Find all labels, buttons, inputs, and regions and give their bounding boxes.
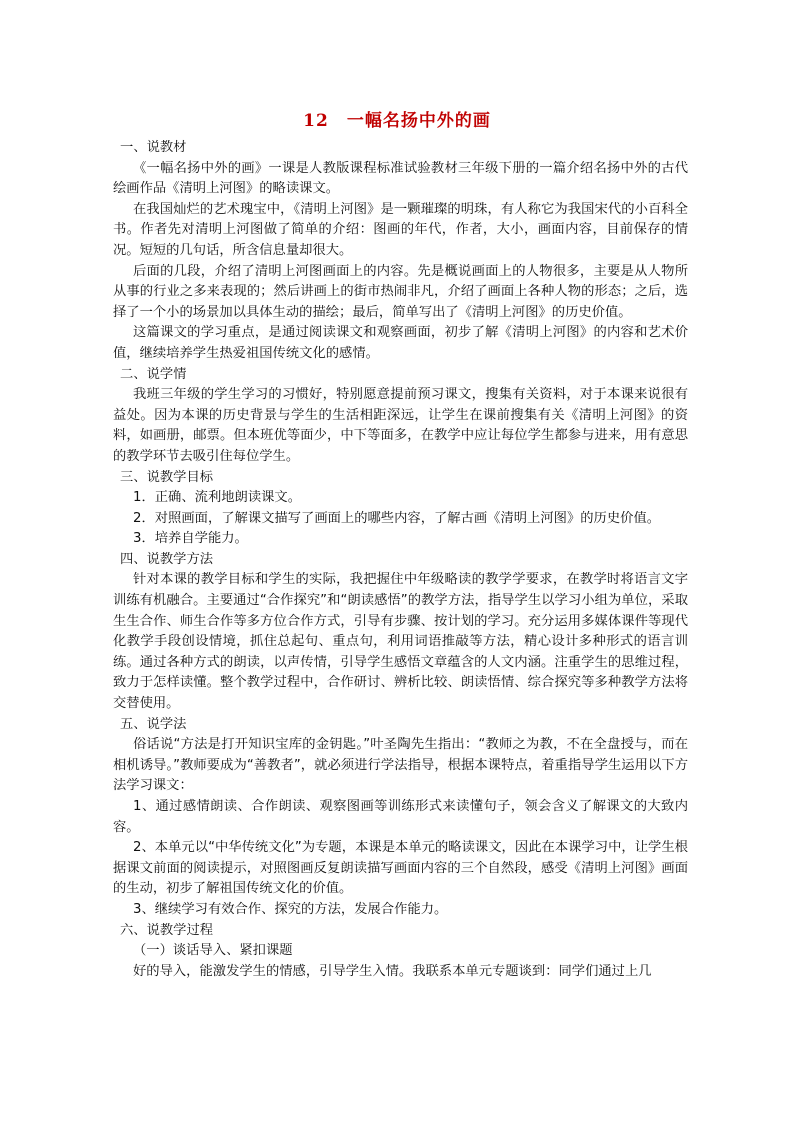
section-heading-student-analysis: 二、说学情 (120, 366, 187, 382)
paragraph: 3、继续学习有效合作、探究的方法，发展合作能力。 (133, 901, 448, 917)
section-heading-teaching-process: 六、说教学过程 (120, 922, 214, 938)
section-heading-teaching-material: 一、说教材 (120, 140, 187, 155)
section-heading-teaching-methods: 四、说教学方法 (120, 551, 214, 567)
document-body (113, 138, 688, 982)
document-title: 12 一幅名扬中外的画 (303, 111, 491, 131)
section-heading-learning-methods: 五、说学法 (120, 716, 187, 732)
paragraph: 1、通过感情朗读、合作朗读、观察图画等训练形式来读懂句子，领会含义了解课文的大致内容。 (113, 799, 688, 835)
paragraph: 《一幅名扬中外的画》一课是人教版课程标准试验教材三年级下册的一篇介绍名扬中外的古代绘画作品《清明上河图》的略读课文。 (113, 160, 688, 197)
paragraph: 后面的几段，介绍了清明上河图画面上的内容。先是概说画面上的人物很多，主要是从人物所从事的行业之多来表现的；然后讲画上的街市热闹非凡，介绍了画面上各种人物的形态；之后，选择了一个小的场景加以具体生动的描绘；最后，简单写出了《清明上河图》的历史价值。 (113, 263, 688, 320)
paragraph: 俗话说“方法是打开知识宝库的金钥匙。”叶圣陶先生指出：“教师之为教，不在全盘授与，而在相机诱导。”教师要成为“善教者”，就必须进行学法指导，根据本课特点，着重指导学生运用以下方法学习课文： (113, 737, 688, 794)
subsection-heading: （一）谈话导入、紧扣课题 (133, 943, 293, 959)
list-item: 3．培养自学能力。 (133, 531, 248, 547)
paragraph: 这篇课文的学习重点，是通过阅读课文和观察画面，初步了解《清明上河图》的内容和艺术价值，继续培养学生热爱祖国传统文化的感情。 (113, 325, 688, 361)
paragraph: 好的导入，能激发学生的情感，引导学生入情。我联系本单元专题谈到：同学们通过上几 (133, 963, 652, 979)
paragraph: 在我国灿烂的艺术瑰宝中，《清明上河图》是一颗璀璨的明珠，有人称它为我国宋代的小百科全书。作者先对清明上河图做了简单的介绍：图画的年代，作者，大小，画面内容，目前保存的情况。短短的几句话，所含信息量却很大。 (113, 201, 688, 258)
paragraph: 针对本课的教学目标和学生的实际，我把握住中年级略读的教学学要求，在教学时将语言文字训练有机融合。主要通过“合作探究”和“朗读感悟”的教学方法，指导学生以学习小组为单位，采取生生合作、师生合作等多方位合作方式，引导有步骤、按计划的学习。充分运用多媒体课件等现代化教学手段创设情境，抓住总起句、重点句，利用词语推敲等方法，精心设计多种形式的语言训练。通过各种方式的朗读，以声传情，引导学生感悟文章蕴含的人文内涵。注重学生的思维过程，致力于怎样读懂。整个教学过程中，合作研讨、辨析比较、朗读悟情、综合探究等多种教学方法将交替使用。 (113, 572, 688, 712)
list-item: 1．正确、流利地朗读课文。 (133, 490, 302, 506)
paragraph: 我班三年级的学生学习的习惯好，特别愿意提前预习课文，搜集有关资料，对于本课来说很有益处。因为本课的历史背景与学生的生活相距深远，让学生在课前搜集有关《清明上河图》的资料，如画册，邮票。但本班优等面少，中下等面多，在教学中应让每位学生都参与进来，用有意思的教学环节去吸引住每位学生。 (113, 387, 688, 464)
list-item: 2．对照画面，了解课文描写了画面上的哪些内容，了解古画《清明上河图》的历史价值。 (133, 510, 661, 526)
paragraph: 2、本单元以“中华传统文化”为专题，本课是本单元的略读课文，因此在本课学习中，让学生根据课文前面的阅读提示，对照图画反复朗读描写画面内容的三个自然段，感受《清明上河图》画面的生动，初步了解祖国传统文化的价值。 (113, 840, 688, 897)
section-heading-teaching-goals: 三、说教学目标 (120, 469, 214, 485)
